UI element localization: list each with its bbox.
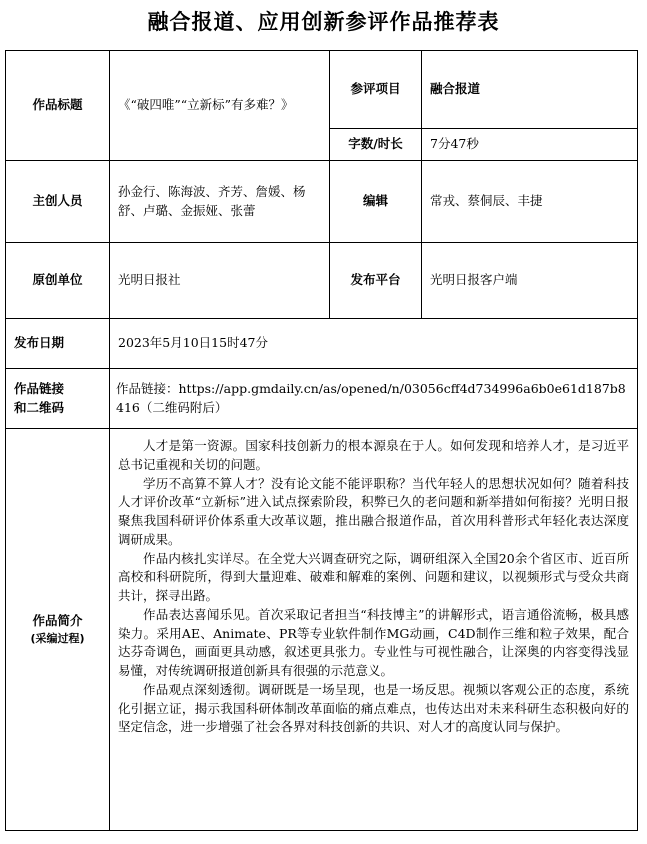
link-label-line1: 作品链接 xyxy=(14,380,65,396)
link-label xyxy=(6,369,110,429)
date-label: 发布日期 xyxy=(6,319,110,369)
link-label-line2: 和二维码 xyxy=(14,399,65,415)
link-value: 作品链接：https://app.gmdaily.cn/as/opened/n/03056cff4d734996a6b0e61d187b8416（二维码附后） xyxy=(110,369,638,429)
work-title-value: 《“破四唯”“立新标”有多难？》 xyxy=(110,51,330,161)
length-value: 7分47秒 xyxy=(422,129,638,161)
summary-paragraph: 人才是第一资源。国家科技创新力的根本源泉在于人。如何发现和培养人才，是习近平总书记重视和关切的问题。 xyxy=(118,438,629,472)
row-summary xyxy=(6,429,638,831)
category-label: 参评项目 xyxy=(330,51,422,129)
category-value: 融合报道 xyxy=(422,51,638,129)
summary-paragraph: 作品观点深刻透彻。调研既是一场呈现，也是一场反思。视频以客观公正的态度，系统化引据立证，揭示我国科研体制改革面临的痛点难点，也传达出对未来科研生态积极向好的坚定信念，进一步增强了社会各界对科技创新的共识、对人才的高度认同与保护。 xyxy=(118,681,629,735)
summary-paragraph: 作品内核扎实详尽。在全党大兴调查研究之际，调研组深入全国20余个省区市、近百所高校和科研院所，得到大量迎难、破难和解难的案例、问题和建议，以视频形式与受众共商共计，探寻出路。 xyxy=(118,550,629,603)
summary-label xyxy=(6,429,110,831)
editors-value: 常戎、蔡侗辰、丰捷 xyxy=(422,161,638,243)
date-value: 2023年5月10日15时47分 xyxy=(110,319,638,369)
creators-label: 主创人员 xyxy=(6,161,110,243)
page-title: 融合报道、应用创新参评作品推荐表 xyxy=(147,10,500,34)
row-work-title xyxy=(6,51,638,129)
platform-value: 光明日报客户端 xyxy=(422,243,638,319)
summary-content xyxy=(110,429,638,831)
length-label: 字数/时长 xyxy=(330,129,422,161)
origin-value: 光明日报社 xyxy=(110,243,330,319)
creators-value: 孙金行、陈海波、齐芳、詹媛、杨舒、卢璐、金振娅、张蕾 xyxy=(110,161,330,243)
summary-label-main: 作品简介 xyxy=(32,612,83,628)
recommendation-form-table xyxy=(5,50,638,831)
origin-label: 原创单位 xyxy=(6,243,110,319)
platform-label: 发布平台 xyxy=(330,243,422,319)
editors-label: 编辑 xyxy=(330,161,422,243)
row-link xyxy=(6,369,638,429)
summary-label-sub: (采编过程) xyxy=(30,631,85,645)
work-title-label: 作品标题 xyxy=(6,51,110,161)
row-date xyxy=(6,319,638,369)
row-creators xyxy=(6,161,638,243)
summary-paragraph: 作品表达喜闻乐见。首次采取记者担当“科技博主”的讲解形式，语言通俗流畅，极具感染力。采用AE、Animate、PR等专业软件制作MG动画，C4D制作三维和粒子效果，配合达芬奇调色，画面更具动感，叙述更具张力。专业性与可视性融合，让深奥的内容变得浅显易懂，对传统调研报道创新具有很强的示范意义。 xyxy=(118,606,629,678)
summary-paragraph: 学历不高算不算人才？没有论文能不能评职称？当代年轻人的思想状况如何？随着科技人才评价改革“立新标”进入试点探索阶段，积弊已久的老问题和新举措如何衔接？光明日报聚焦我国科研评价体系重大改革议题，推出融合报道作品，首次用科普形式年轻化表达深度调研成果。 xyxy=(118,475,629,547)
row-origin xyxy=(6,243,638,319)
